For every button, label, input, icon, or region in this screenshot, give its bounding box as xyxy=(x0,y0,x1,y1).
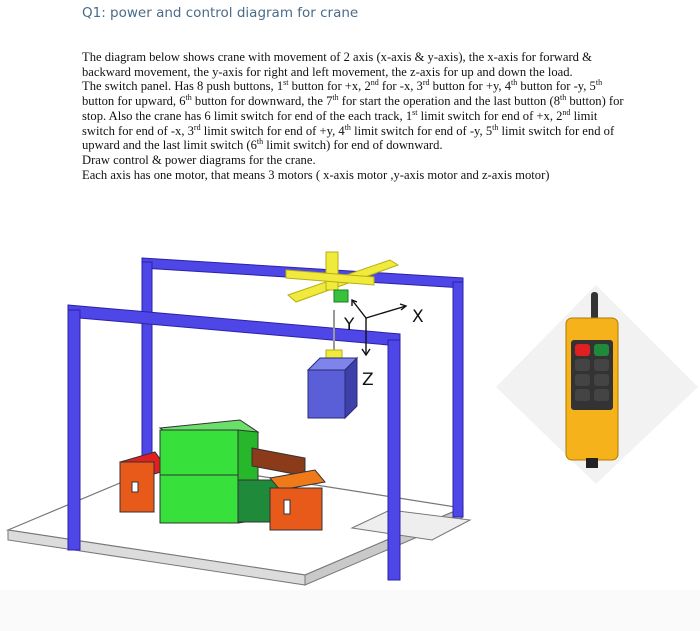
paragraph-instruction: Draw control & power diagrams for the crane. xyxy=(82,152,316,167)
ordinal-suffix: th xyxy=(256,137,264,147)
axis-label-z: Z xyxy=(362,370,374,390)
axis-label-x: X xyxy=(412,307,424,327)
bottom-band xyxy=(0,590,700,631)
trolley xyxy=(334,290,348,302)
pendant-remote-illustration xyxy=(493,285,700,485)
ordinal-suffix: st xyxy=(283,78,289,88)
ordinal-suffix: rd xyxy=(193,122,201,132)
paragraph-motors: Each axis has one motor, that means 3 motors ( x-axis motor ,y-axis motor and z-axis motor) xyxy=(82,167,550,182)
question-title: Q1: power and control diagram for crane xyxy=(82,5,359,21)
ordinal-suffix: rd xyxy=(422,78,430,88)
ordinal-suffix: th xyxy=(492,122,499,132)
ordinal-suffix: st xyxy=(412,107,418,117)
ordinal-suffix: nd xyxy=(562,107,571,117)
crane-illustration xyxy=(0,245,490,590)
ordinal-suffix: nd xyxy=(370,78,379,88)
ordinal-suffix: th xyxy=(332,92,339,102)
paragraph-axes: The diagram below shows crane with movement of 2 axis (x-axis & y-axis), the x-axis for forward & backward movement, the y-axis for right and left movement, the z-axis for up and down the load. xyxy=(82,50,592,79)
paragraph-switch-panel: The switch panel. Has 8 push buttons, 1st button for +x, 2nd for -x, 3rd button for +y, 4th button for -y, 5th button for upward, 6th button for downward, the 7th for start the operation and the last button (8th button) for stop. Also the crane has 6 limit switch for end of the each track, 1st limit switch for end of +x, 2nd limit switch for end of -x, 3rd limit switch for end of +y, 4th limit switch for end of -y, 5th limit switch for end of upward and the last limit switch (6th limit switch) for end of downward. xyxy=(82,78,624,153)
load-box xyxy=(308,358,357,418)
axis-label-y: Y xyxy=(344,315,355,335)
ordinal-suffix: th xyxy=(560,92,567,102)
question-body xyxy=(82,50,627,182)
ordinal-suffix: th xyxy=(185,92,192,102)
ordinal-suffix: th xyxy=(511,78,518,88)
ordinal-suffix: th xyxy=(344,122,351,132)
ordinal-suffix: th xyxy=(595,78,603,88)
